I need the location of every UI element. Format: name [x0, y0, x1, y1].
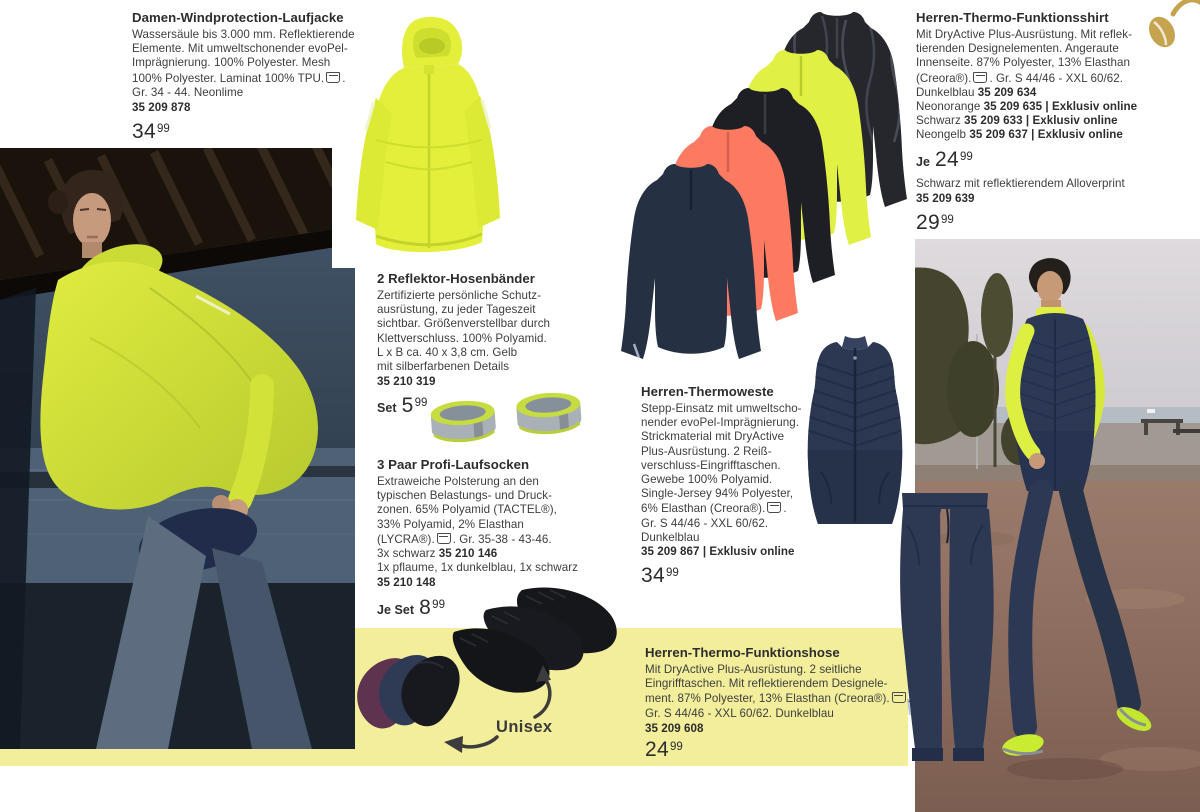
article-number: 35 210 146 [438, 547, 498, 561]
price-cents: 99 [669, 741, 683, 754]
article-line [641, 545, 831, 559]
product-hosenbaender-info [377, 271, 592, 417]
desc-text: 100% Polyester. Laminat 100% TPU. [132, 71, 325, 85]
desc-line: Zertifizierte persönliche Schutz- [377, 289, 542, 302]
desc-line: Gr. 34 - 44. Neonlime [132, 85, 244, 99]
price [641, 566, 831, 586]
price-cents: 99 [665, 567, 679, 580]
price-cents: 99 [414, 397, 428, 410]
variant-text: 3x schwarz [377, 547, 436, 561]
exclusive-online-label: | Exklusiv online [1031, 128, 1123, 142]
article-number: 35 209 608 [645, 721, 704, 735]
price-int: 8 [419, 595, 432, 619]
desc-line: Klettverschluss. 100% Polyamid. [377, 331, 547, 345]
desc-text: . [783, 502, 787, 516]
variant-line [916, 128, 1198, 142]
price-cents: 99 [959, 150, 973, 163]
exclusive-online-label: | Exklusiv online [702, 545, 795, 559]
price [916, 213, 1198, 233]
desc-line: Plus-Ausrüstung. 2 Reiß- [641, 444, 772, 458]
care-wash-icon [326, 72, 340, 83]
desc-line: Mit DryActive Plus-Ausrüstung. Mit reflek- [916, 28, 1132, 41]
article-number: 35 209 639 [916, 192, 975, 206]
desc-line: Stepp-Einsatz mit umweltscho- [641, 402, 802, 415]
desc-text: 6% Elasthan (Creora®). [641, 502, 766, 516]
price-cents: 99 [940, 214, 954, 227]
article-number: 35 209 635 [983, 100, 1043, 114]
price [132, 122, 384, 142]
article-number: 35 209 867 [641, 545, 700, 559]
desc-line [132, 71, 384, 86]
desc-text: (LYCRA®). [377, 532, 435, 546]
desc-line: tierenden Designelementen. Angeraute [916, 42, 1119, 56]
variant-line [916, 86, 1198, 100]
desc-line: zonen. 65% Polyamid (TACTEL®), [377, 503, 557, 517]
product-title: Herren-Thermo-Funktionshose [645, 645, 840, 660]
desc-line: Gr. S 44/46 - XXL 60/62. Dunkelblau [645, 706, 834, 720]
desc-line [377, 532, 595, 547]
desc-text: . Gr. S 44/46 - XXL 60/62. [989, 71, 1124, 85]
product-funktionsshirt-info [916, 10, 1198, 170]
variant-line: 1x pflaume, 1x dunkelblau, 1x schwarz [377, 561, 578, 575]
product-title: Herren-Thermo-Funktionsshirt [916, 10, 1109, 25]
desc-line: Gr. S 44/46 - XXL 60/62. [641, 516, 769, 530]
care-wash-icon [437, 533, 451, 544]
product-title: 3 Paar Profi-Laufsocken [377, 457, 530, 472]
care-wash-icon [767, 502, 781, 513]
arrow-left-icon [444, 736, 497, 753]
article-number: 35 210 148 [377, 576, 436, 590]
care-wash-icon [973, 72, 987, 83]
desc-text: . [907, 692, 911, 706]
desc-line: Gewebe 100% Polyamid. [641, 473, 773, 487]
price [645, 740, 915, 760]
desc-line: Eingrifftaschen. Mit reflektierendem Designele- [645, 677, 888, 691]
desc-line: Innenseite. 87% Polyester, 13% Elasthan [916, 56, 1130, 70]
product-title: 2 Reflektor-Hosenbänder [377, 271, 535, 286]
exclusive-online-label: | Exklusiv online [1025, 114, 1118, 128]
variant-line [377, 547, 595, 561]
price-int: 34 [132, 120, 156, 144]
desc-text: . [342, 71, 346, 85]
desc-line: Mit DryActive Plus-Ausrüstung. 2 seitliche [645, 663, 862, 676]
price-int: 24 [645, 738, 669, 762]
desc-line: sichtbar. Größenverstellbar durch [377, 317, 551, 331]
product-title: Herren-Thermoweste [641, 384, 774, 399]
desc-line: ausrüstung, zu jeder Tageszeit [377, 303, 536, 317]
product-laufsocken-info [377, 457, 595, 618]
product-title: Damen-Windprotection-Laufjacke [132, 10, 344, 25]
variant-color: Dunkelblau [916, 85, 975, 99]
price-int: 34 [641, 564, 665, 588]
unisex-label: Unisex [496, 718, 553, 736]
exclusive-online-label: | Exklusiv online [1045, 100, 1138, 114]
price-int: 5 [401, 394, 414, 418]
desc-line [645, 691, 915, 706]
price [916, 147, 1198, 171]
desc-line [641, 501, 831, 516]
desc-text: (Creora®). [916, 71, 972, 85]
desc-line: Imprägnierung. 100% Polyester. Mesh [132, 56, 331, 70]
desc-line: Dunkelblau [641, 530, 700, 544]
variant-color: Schwarz [916, 114, 961, 128]
price-prefix: Set [377, 401, 397, 416]
price-cents: 99 [156, 123, 170, 136]
desc-line: Extraweiche Polsterung an den [377, 475, 539, 488]
article-number: 35 210 319 [377, 375, 436, 389]
article-number: 35 209 878 [132, 101, 191, 115]
price [377, 595, 595, 619]
price-int: 24 [935, 147, 959, 171]
variant-color: Neongelb [916, 128, 967, 142]
desc-line: 33% Polyamid, 2% Elasthan [377, 517, 524, 531]
desc-line [916, 71, 1198, 86]
desc-line: Single-Jersey 94% Polyester, [641, 487, 794, 501]
variant-line [916, 100, 1198, 114]
article-number: 35 209 637 [969, 128, 1028, 142]
desc-line: mit silberfarbenen Details [377, 360, 510, 374]
article-number: 35 209 634 [977, 85, 1037, 99]
product-laufjacke-info [132, 10, 384, 142]
product-funktionshose-info [645, 645, 915, 760]
care-wash-icon [892, 692, 906, 703]
price [377, 396, 592, 416]
variant-line [916, 114, 1198, 128]
desc-line: Elemente. Mit umweltschonender evoPel- [132, 42, 348, 56]
product-alloverprint-info [916, 177, 1198, 234]
desc-line: Schwarz mit reflektierendem Alloverprint [916, 177, 1125, 190]
arrow-up-icon [535, 665, 551, 717]
variant-color: Neonorange [916, 100, 981, 114]
product-thermoweste-info [641, 384, 831, 586]
desc-line: Wassersäule bis 3.000 mm. Reflektierende [132, 28, 355, 41]
desc-line: verschluss-Eingrifftaschen. [641, 458, 781, 472]
desc-text: ment. 87% Polyester, 13% Elasthan (Creora®). [645, 692, 890, 706]
price-prefix: Je Set [377, 602, 415, 617]
article-number: 35 209 633 [964, 114, 1023, 128]
desc-text: . Gr. 35-38 - 43-46. [452, 532, 552, 546]
price-cents: 99 [432, 598, 446, 611]
price-int: 29 [916, 211, 940, 235]
shirt-stack-image [616, 6, 912, 378]
desc-line: typischen Belastungs- und Druck- [377, 489, 552, 503]
desc-line: Strickmaterial mit DryActive [641, 430, 785, 444]
desc-line: nender evoPel-Imprägnierung. [641, 416, 800, 430]
price-prefix: Je [916, 154, 931, 169]
desc-line: L x B ca. 40 x 3,8 cm. Gelb [377, 345, 518, 359]
